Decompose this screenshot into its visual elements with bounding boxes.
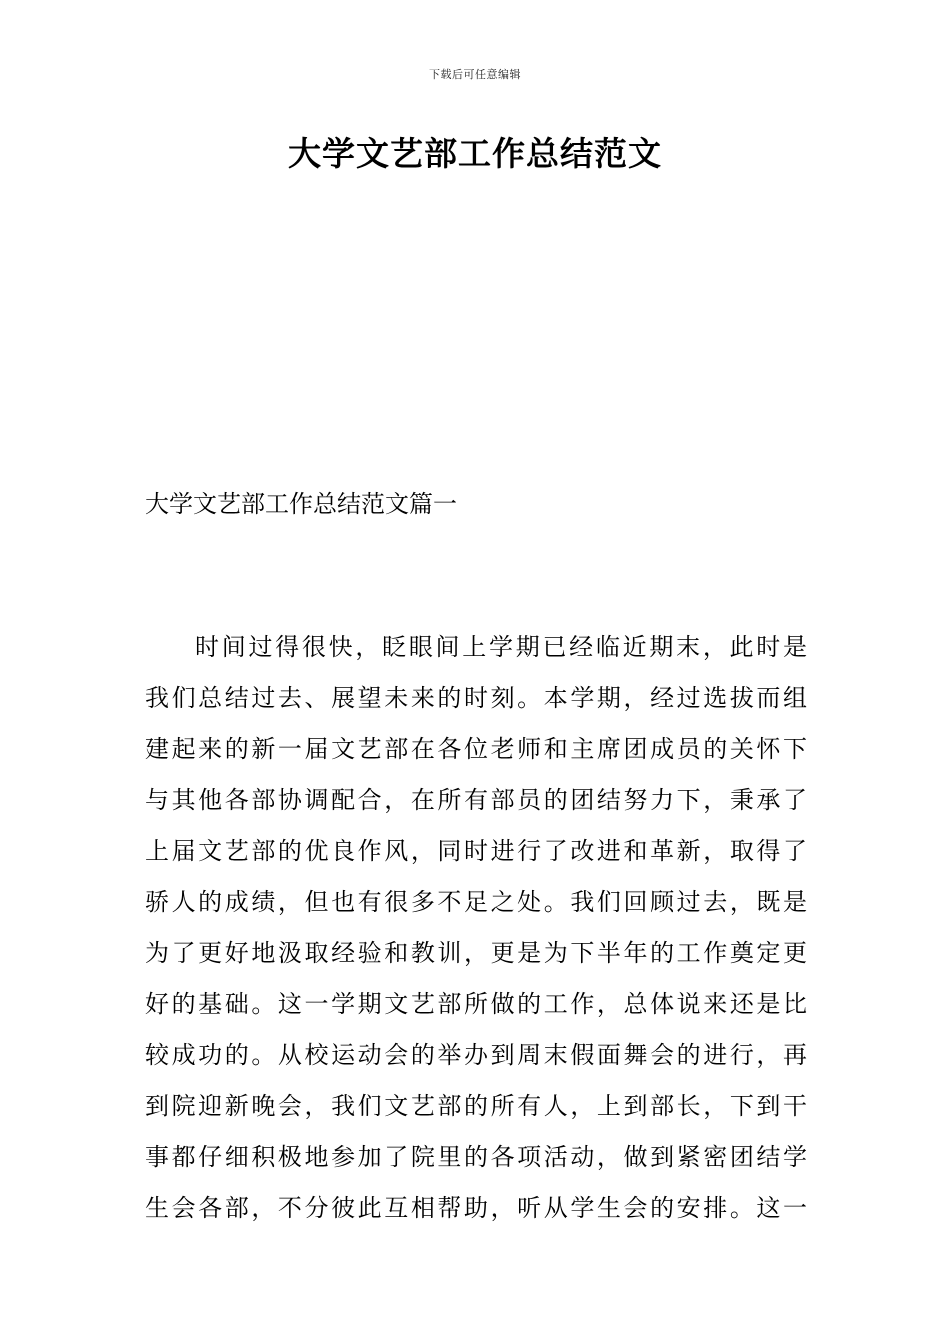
paragraph-line: 我们总结过去、展望未来的时刻。本学期，经过选拔而组: [145, 684, 807, 712]
paragraph-line: 骄人的成绩，但也有很多不足之处。我们回顾过去，既是: [145, 888, 807, 916]
section-heading: 大学文艺部工作总结范文篇一: [145, 490, 457, 518]
paragraph-line: 到院迎新晚会，我们文艺部的所有人，上到部长，下到干: [145, 1092, 807, 1120]
paragraph-line: 与其他各部协调配合，在所有部员的团结努力下，秉承了: [145, 786, 807, 814]
paragraph-line: 较成功的。从校运动会的举办到周末假面舞会的进行，再: [145, 1041, 807, 1069]
paragraph-line: 事都仔细积极地参加了院里的各项活动，做到紧密团结学: [145, 1143, 807, 1171]
header-note: 下载后可任意编辑: [429, 68, 521, 81]
paragraph-line: 生会各部，不分彼此互相帮助，听从学生会的安排。这一: [145, 1194, 807, 1222]
paragraph-line: 为了更好地汲取经验和教训，更是为下半年的工作奠定更: [145, 939, 807, 967]
paragraph-line: 时间过得很快，眨眼间上学期已经临近期末，此时是: [195, 633, 807, 661]
paragraph-line: 好的基础。这一学期文艺部所做的工作，总体说来还是比: [145, 990, 807, 1018]
paragraph-line: 上届文艺部的优良作风，同时进行了改进和革新，取得了: [145, 837, 807, 865]
document-title: 大学文艺部工作总结范文: [288, 134, 662, 173]
body-paragraph: [145, 628, 807, 1240]
paragraph-line: 建起来的新一届文艺部在各位老师和主席团成员的关怀下: [145, 735, 807, 763]
